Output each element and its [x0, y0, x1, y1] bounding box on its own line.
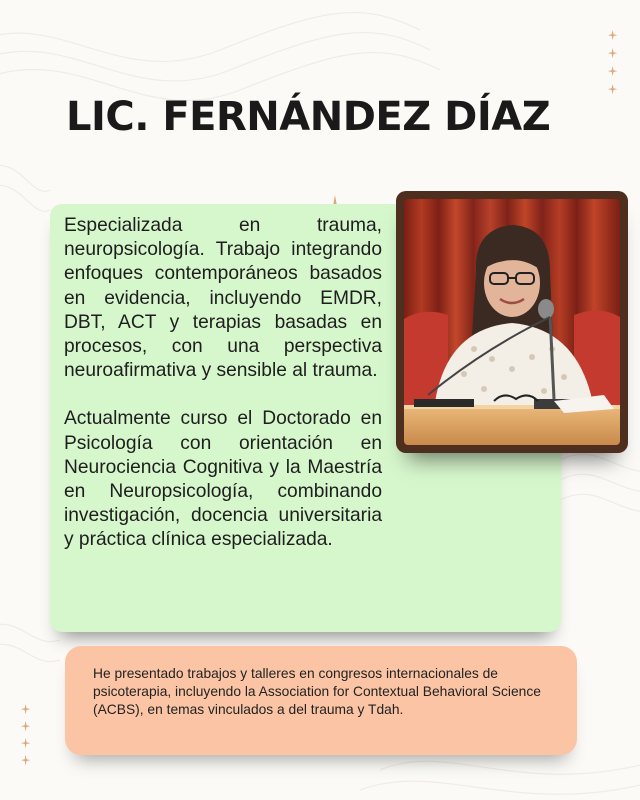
bio-paragraph-education: Actualmente curso el Doctorado en Psicología con orientación en Neurociencia Cognitiva y la Maestría en Neuropsicología, combinando investigación, docencia universitaria y práctica clínica especializada.: [64, 408, 382, 551]
conferences-card: [65, 646, 577, 755]
sparkle-icon: [603, 30, 623, 100]
sparkle-icon: [16, 704, 36, 772]
bio-text: [64, 214, 382, 553]
bio-paragraph-specialization: Especializada en trauma, neuropsicología. Trabajo integrando enfoques contemporáneos basados en evidencia, incluyendo EMDR, DBT, ACT y terapias basadas en procesos, con una perspectiva neuroafirmativa y sensible al trauma.: [64, 215, 382, 382]
page-title: LIC. FERNÁNDEZ DÍAZ: [66, 94, 551, 140]
conferences-text: He presentado trabajos y talleres en congresos internacionales de psicoterapia, incluyendo la Association for Contextual Behavioral Science (ACBS), en temas vinculados a del trauma y Tdah.: [93, 666, 541, 717]
portrait-photo: [404, 199, 620, 445]
portrait-frame: [396, 191, 628, 453]
